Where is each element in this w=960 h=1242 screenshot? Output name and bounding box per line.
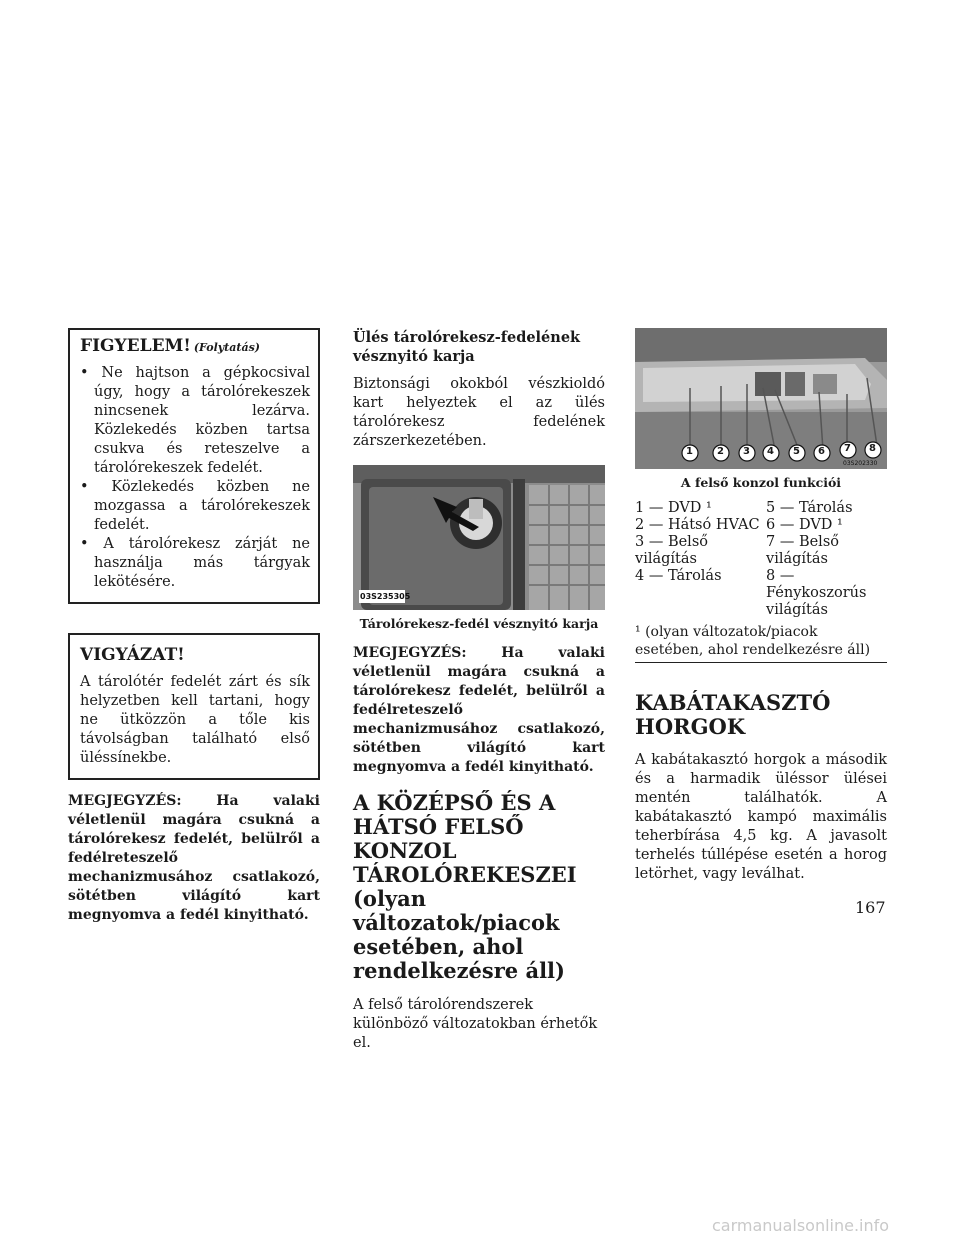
console-photo bbox=[635, 328, 887, 469]
note-text: MEGJEGYZÉS: Ha valaki véletlenül magára csukná a tárolórekesz fedelét, belülről a fedélreteszelő mechanizmusához csatlakozó, sötétben világító kart megnyomva a fedél kinyitható. bbox=[353, 645, 605, 775]
lever-photo-code: 03S235305 bbox=[360, 592, 411, 601]
list-item: 8 — Fénykoszorús világítás bbox=[766, 568, 867, 618]
console-footnote: ¹ (olyan változatok/piacok esetében, ahol rendelkezésre áll) bbox=[635, 623, 887, 663]
list-item: 6 — DVD ¹ bbox=[766, 517, 843, 533]
lever-caption: Tárolórekesz-fedél vésznyitó karja bbox=[359, 616, 599, 631]
list-item: 2 — Hátsó HVAC bbox=[635, 517, 760, 533]
console-callout: 6 bbox=[818, 446, 825, 457]
page-number: 167 bbox=[855, 898, 886, 917]
hooks-text: A kabátakasztó horgok a második és a harmadik üléssor ülései mentén találhatók. A kabátakasztó kampó maximális teherbírása 4,5 kg. A javasolt terhelés túllépése esetén a horog letörhet, vagy leválhat. bbox=[635, 752, 887, 882]
console-callout: 8 bbox=[869, 443, 876, 454]
console-functions bbox=[635, 500, 887, 619]
middle-column bbox=[353, 328, 605, 1053]
list-item: • Közlekedés közben ne mozgassa a tárolórekeszek fedelét. bbox=[80, 479, 310, 533]
lever-photo-illustration bbox=[353, 465, 605, 610]
list-item: • Ne hajtson a gépkocsival úgy, hogy a tárolórekeszek nincsenek lezárva. Közlekedés közben tartsa csukva és reteszelve a tárolórekeszek fedelét. bbox=[80, 365, 310, 476]
list-item: • A tárolórekesz zárját ne használja más tárgyak lekötésére. bbox=[80, 536, 310, 590]
console-photo-code: 03S202330 bbox=[843, 460, 878, 467]
lever-photo bbox=[353, 465, 605, 610]
list-item: 4 — Tárolás bbox=[635, 568, 722, 584]
warning-box bbox=[68, 328, 320, 604]
lever-heading: Ülés tárolórekesz-fedelének vésznyitó karja bbox=[353, 329, 581, 365]
watermark: carmanualsonline.info bbox=[712, 1216, 890, 1235]
console-text: A felső tárolórendszerek különböző változatokban érhetők el. bbox=[353, 997, 598, 1051]
console-callout: 2 bbox=[717, 446, 724, 457]
console-callout: 5 bbox=[793, 446, 800, 457]
console-callout: 7 bbox=[844, 443, 851, 454]
hooks-heading: KABÁTAKASZTÓ HORGOK bbox=[635, 690, 831, 739]
warning-title bbox=[80, 336, 310, 356]
note-text: MEGJEGYZÉS: Ha valaki véletlenül magára csukná a tárolórekesz fedelét, belülről a fedélreteszelő mechanizmusához csatlakozó, sötétben világító kart megnyomva a fedél kinyitható. bbox=[68, 793, 320, 923]
list-item: 5 — Tárolás bbox=[766, 500, 853, 516]
warning-list bbox=[80, 364, 310, 592]
right-column bbox=[635, 328, 887, 884]
console-caption: A felső konzol funkciói bbox=[680, 475, 842, 490]
caution-title: VIGYÁZAT! bbox=[80, 645, 185, 665]
console-callout: 1 bbox=[686, 446, 693, 457]
caution-box bbox=[68, 633, 320, 780]
console-callout: 4 bbox=[767, 446, 774, 457]
list-item: 1 — DVD ¹ bbox=[635, 500, 712, 516]
console-heading: A KÖZÉPSŐ ÉS A HÁTSÓ FELSŐ KONZOL TÁROLÓREKESZEI (olyan változatok/piacok esetében, ahol rendelkezésre áll) bbox=[353, 790, 577, 983]
left-column bbox=[68, 328, 320, 925]
lever-text: Biztonsági okokból vészkioldó kart helyeztek el az ülés tárolórekesz fedelének zárszerkezetében. bbox=[353, 376, 605, 449]
list-item: 7 — Belső világítás bbox=[766, 534, 839, 567]
console-callout: 3 bbox=[743, 446, 750, 457]
list-item: 3 — Belső világítás bbox=[635, 534, 708, 567]
warning-title-text: FIGYELEM! bbox=[80, 336, 191, 356]
caution-text: A tárolótér fedelét zárt és sík helyzetben kell tartani, hogy ne ütközzön a tőle kis távolságban található első üléssínekbe. bbox=[80, 674, 310, 766]
warning-continued: (Folytatás) bbox=[193, 341, 260, 354]
